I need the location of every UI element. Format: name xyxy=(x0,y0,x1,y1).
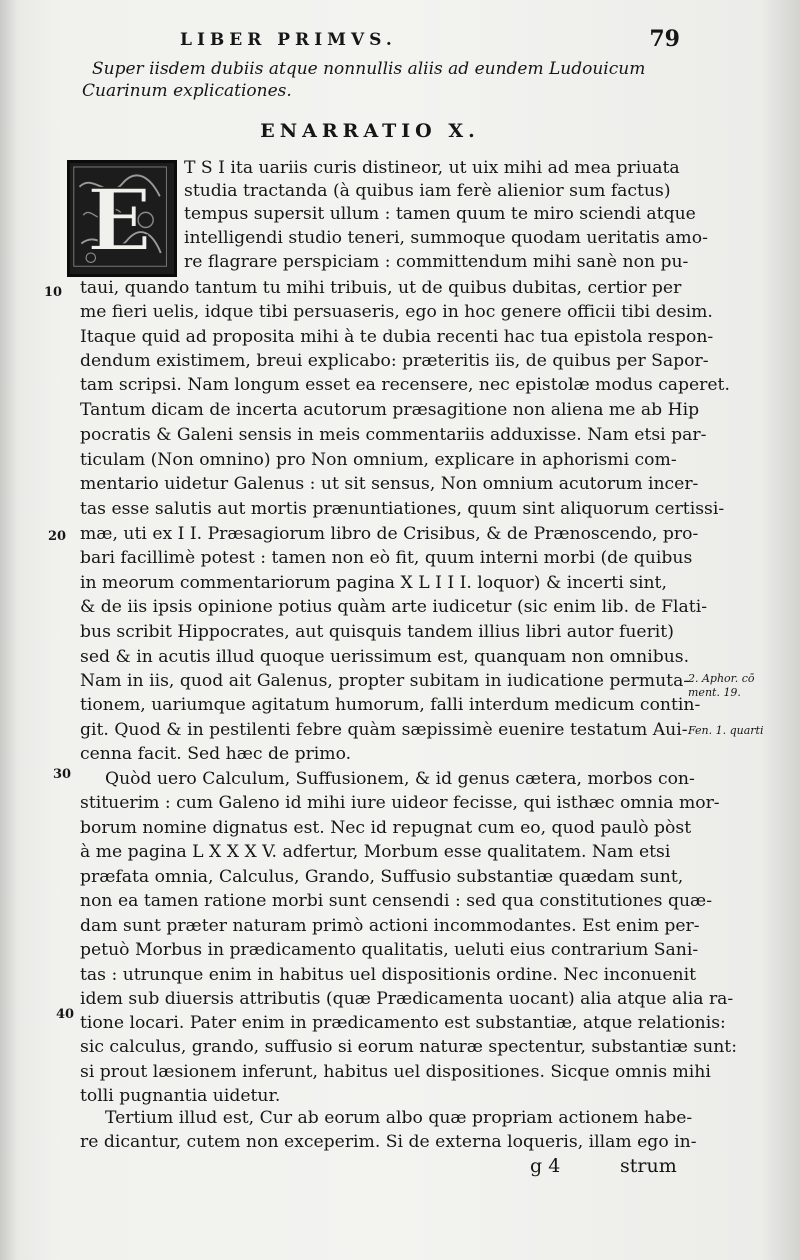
text-line: à me pagina L X X X V. adfertur, Morbum esse qualitatem. Nam etsi xyxy=(80,842,671,862)
text-line: re dicantur, cutem non exceperim. Si de externa loqueris, illam ego in- xyxy=(80,1132,697,1152)
text-line: tolli pugnantia uidetur. xyxy=(80,1086,281,1106)
text-line: studia tractanda (à quibus iam ferè alienior sum factus) xyxy=(184,181,671,201)
text-line: dendum existimem, breui explicabo: præteritis iis, de quibus per Sapor- xyxy=(80,351,709,371)
text-line: borum nomine dignatus est. Nec id repugnat cum eo, quod paulò pòst xyxy=(80,818,692,838)
catchword: strum xyxy=(620,1155,677,1177)
text-line: non ea tamen ratione morbi sunt censendi : sed qua constitutiones quæ- xyxy=(80,891,713,911)
text-line: ticulam (Non omnino) pro Non omnium, explicare in aphorismi com- xyxy=(80,450,677,470)
text-line: sed & in acutis illud quoque uerissimum est, quanquam non omnibus. xyxy=(80,647,690,667)
running-title: LIBER PRIMVS. xyxy=(180,30,397,50)
text-line: tas : utrunque enim in habitus uel dispositionis ordine. Nec inconuenit xyxy=(80,965,696,985)
text-line: cenna facit. Sed hæc de primo. xyxy=(80,744,352,764)
initial-letter: E xyxy=(86,171,152,272)
text-line: dam sunt præter naturam primò actioni incommodantes. Est enim per- xyxy=(80,916,700,936)
text-line: petuò Morbus in prædicamento qualitatis, ueluti eius contrarium Sani- xyxy=(80,940,699,960)
text-line: Nam in iis, quod ait Galenus, propter subitam in iudicatione permuta- xyxy=(80,671,690,691)
text-line: intelligendi studio teneri, summoque quodam ueritatis amo- xyxy=(184,228,708,248)
text-line: Tantum dicam de incerta acutorum præsagitione non aliena me ab Hip xyxy=(80,400,700,420)
text-line: pocratis & Galeni sensis in meis commentariis adduxisse. Nam etsi par- xyxy=(80,425,707,445)
line-number: 30 xyxy=(53,767,72,782)
text-line: præfata omnia, Calculus, Grando, Suffusio substantiæ quædam sunt, xyxy=(80,867,684,887)
text-line: Tertium illud est, Cur ab eorum albo quæ propriam actionem habe- xyxy=(105,1108,693,1128)
text-line: tam scripsi. Nam longum esset ea recensere, nec epistolæ modus caperet. xyxy=(80,375,730,395)
margin-note: Fen. 1. quarti xyxy=(688,724,764,737)
signature-mark: g 4 xyxy=(530,1155,561,1177)
text-line: tas esse salutis aut mortis prænuntiationes, quum sint aliquorum certissi- xyxy=(80,499,725,519)
text-line: tionem, uariumque agitatum humorum, falli interdum medicum contin- xyxy=(80,695,701,715)
text-line: & de iis ipsis opinione potius quàm arte iudicetur (sic enim lib. de Flati- xyxy=(80,597,708,617)
text-line: bus scribit Hippocrates, aut quisquis tandem illius libri autor fuerit) xyxy=(80,622,674,642)
text-line: stituerim : cum Galeno id mihi iure uideor fecisse, qui isthæc omnia mor- xyxy=(80,793,720,813)
text-line: Itaque quid ad proposita mihi à te dubia recenti hac tua epistola respon- xyxy=(80,327,714,347)
text-line: Quòd uero Calculum, Suffusionem, & id genus cætera, morbos con- xyxy=(105,769,695,789)
text-line: tempus supersit ullum : tamen quum te miro sciendi atque xyxy=(184,204,696,224)
text-line: mentario uidetur Galenus : ut sit sensus, Non omnium acutorum incer- xyxy=(80,474,699,494)
margin-note: 2. Aphor. cō xyxy=(688,672,755,685)
text-line: si prout læsionem inferunt, habitus uel dispositiones. Sicque omnis mihi xyxy=(80,1062,711,1082)
line-number: 10 xyxy=(44,285,63,300)
text-line: taui, quando tantum tu mihi tribuis, ut de quibus dubitas, certior per xyxy=(80,278,682,298)
text-line: idem sub diuersis attributis (quæ Prædicamenta uocant) alia atque alia ra- xyxy=(80,989,734,1009)
chapter-subtitle: Super iisdem dubiis atque nonnullis aliis ad eundem Ludouicum Cuarinum explicationes. xyxy=(82,59,646,101)
page-footer xyxy=(0,1155,800,1179)
line-number: 40 xyxy=(56,1007,75,1022)
text-line: T S I ita uariis curis distineor, ut uix mihi ad mea priuata xyxy=(184,158,680,178)
margin-note: ment. 19. xyxy=(688,686,741,699)
text-line: bari facillimè potest : tamen non eò fit, quum interni morbi (de quibus xyxy=(80,548,693,568)
line-number: 20 xyxy=(48,529,67,544)
text-line: mæ, uti ex I I. Præsagiorum libro de Crisibus, & de Prænoscendo, pro- xyxy=(80,524,699,544)
text-line: in meorum commentariorum pagina X L I I I. loquor) & incerti sint, xyxy=(80,573,667,593)
text-line: re flagrare perspiciam : committendum mihi sanè non pu- xyxy=(184,252,689,272)
text-line: tione locari. Pater enim in prædicamento est substantiæ, atque relationis: xyxy=(80,1013,726,1033)
page-number: 79 xyxy=(649,26,680,52)
section-heading: ENARRATIO X. xyxy=(260,120,480,142)
text-line: me fieri uelis, idque tibi persuaseris, ego in hoc genere officii tibi desim. xyxy=(80,302,713,322)
text-line: git. Quod & in pestilenti febre quàm sæpissimè euenire testatum Aui- xyxy=(80,720,688,740)
text-line: sic calculus, grando, suffusio si eorum naturæ spectentur, substantiæ sunt: xyxy=(80,1037,737,1057)
